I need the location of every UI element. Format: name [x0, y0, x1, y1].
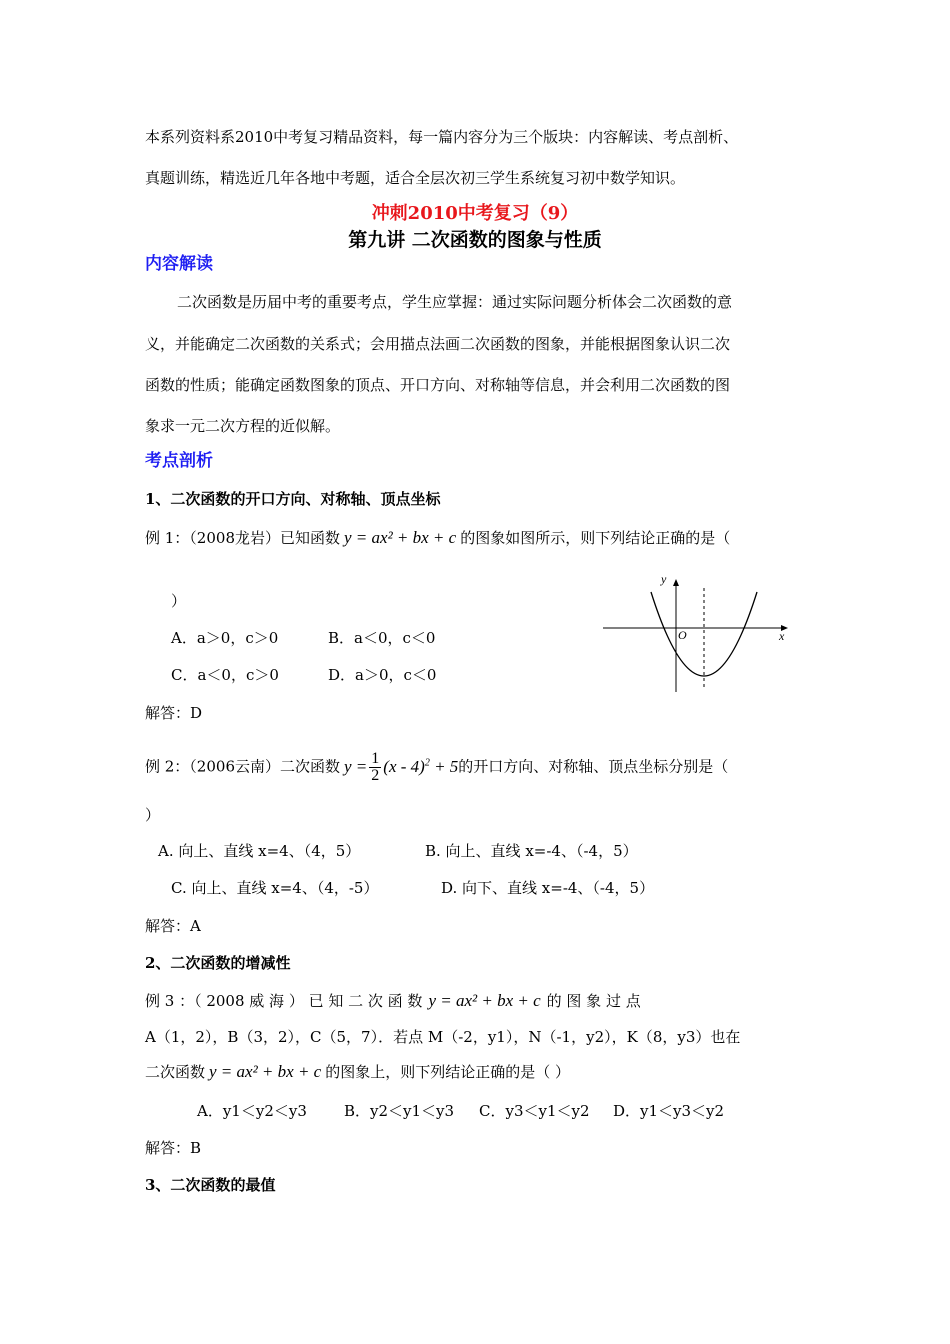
example-1-close: ）: [171, 592, 187, 610]
example-2-close: ）: [145, 806, 161, 824]
y-label: y: [661, 572, 667, 586]
example-3-option-d: D．y1＜y3＜y2: [613, 1102, 725, 1120]
intro-line-2: 真题训练，精选近几年各地中考题，适合全层次初三学生系统复习初中数学知识。: [145, 169, 686, 187]
content-line-3: 函数的性质；能确定函数图象的顶点、开口方向、对称轴等信息，并会利用二次函数的图: [145, 376, 731, 394]
y-axis-arrow: [673, 579, 679, 586]
example-1-prefix: 例 1：（2008龙岩）已知函数: [145, 529, 340, 547]
example-2-suffix: 的开口方向、对称轴、顶点坐标分别是（: [458, 757, 729, 776]
example-1-option-a: A．a＞0，c＞0: [171, 629, 279, 647]
origin-label: O: [678, 628, 687, 642]
example-3-answer: 解答：B: [145, 1139, 202, 1157]
x-label: x: [779, 629, 785, 643]
example-2-option-a: A. 向上、直线 x=4、（4，5）: [158, 842, 361, 860]
example-3-prefix: 例 3 ：（ 2008 威 海 ） 已 知 二 次 函 数: [145, 992, 423, 1010]
content-line-1: 二次函数是历届中考的重要考点，学生应掌握：通过实际问题分析体会二次函数的意: [177, 293, 733, 311]
example-3-line-1: [145, 991, 641, 1011]
example-3-option-a: A．y1＜y2＜y3: [197, 1102, 307, 1120]
example-3-line-2: A（1，2），B（3，2），C（5，7）．若点 M（-2，y1），N（-1，y2），K（8，y3）也在: [145, 1028, 741, 1046]
example-3-line3-prefix: 二次函数: [145, 1063, 206, 1081]
example-2-prefix: 例 2：（2006云南）二次函数: [145, 757, 340, 776]
formula-general: y = ax² + bx + c: [344, 528, 457, 547]
formula-general-2: y = ax² + bx + c: [428, 991, 541, 1010]
example-1-option-c: C．a＜0，c＞0: [171, 666, 279, 684]
formula-general-3: y = ax² + bx + c: [209, 1062, 322, 1081]
example-2-option-c: C. 向上、直线 x=4、（4，-5）: [171, 879, 379, 897]
example-3-option-b: B．y2＜y1＜y3: [344, 1102, 455, 1120]
series-title: 冲刺2010中考复习（9）: [371, 203, 579, 224]
example-3-line3-suffix: 的图象上，则下列结论正确的是（ ）: [325, 1063, 570, 1081]
example-2-option-d: D. 向下、直线 x=-4、（-4，5）: [441, 879, 655, 897]
example-3-line-3: [145, 1062, 570, 1082]
example-1-answer: 解答：D: [145, 704, 203, 722]
parabola-graph: [598, 570, 798, 695]
parabola-curve: [651, 592, 757, 676]
example-1-option-d: D．a＞0，c＜0: [328, 666, 437, 684]
example-2-option-b: B. 向上、直线 x=-4、（-4，5）: [425, 842, 638, 860]
example-1-line: [145, 528, 730, 548]
section-heading-analysis: 考点剖析: [145, 451, 213, 471]
example-1-option-b: B．a＜0，c＜0: [328, 629, 436, 647]
content-line-4: 象求一元二次方程的近似解。: [145, 417, 341, 435]
lecture-title: 第九讲 二次函数的图象与性质: [348, 229, 602, 251]
fraction-one-half: $\frac{1}{2}$: [371, 750, 380, 784]
topic-2-heading: 2、二次函数的增减性: [145, 954, 291, 972]
topic-3-heading: 3、二次函数的最值: [145, 1176, 276, 1194]
topic-1-heading: 1、二次函数的开口方向、对称轴、顶点坐标: [145, 490, 441, 508]
section-heading-content: 内容解读: [145, 254, 213, 274]
content-line-2: 义，并能确定二次函数的关系式；会用描点法画二次函数的图象，并能根据图象认识二次: [145, 335, 731, 353]
intro-line-1: 本系列资料系2010中考复习精品资料，每一篇内容分为三个版块：内容解读、考点剖析、: [145, 128, 739, 146]
example-3-suffix: 的 图 象 过 点: [546, 992, 641, 1010]
example-1-suffix: 的图象如图所示，则下列结论正确的是（: [460, 529, 731, 547]
example-2-answer: 解答：A: [145, 917, 201, 935]
example-2-line: 例 2：（2006云南）二次函数 y = $\frac{1}{2}$ (x - 4)$^2$ + 5的开口方向、对称轴、顶点坐标分别是（: [145, 750, 729, 784]
example-3-option-c: C．y3＜y1＜y2: [479, 1102, 590, 1120]
